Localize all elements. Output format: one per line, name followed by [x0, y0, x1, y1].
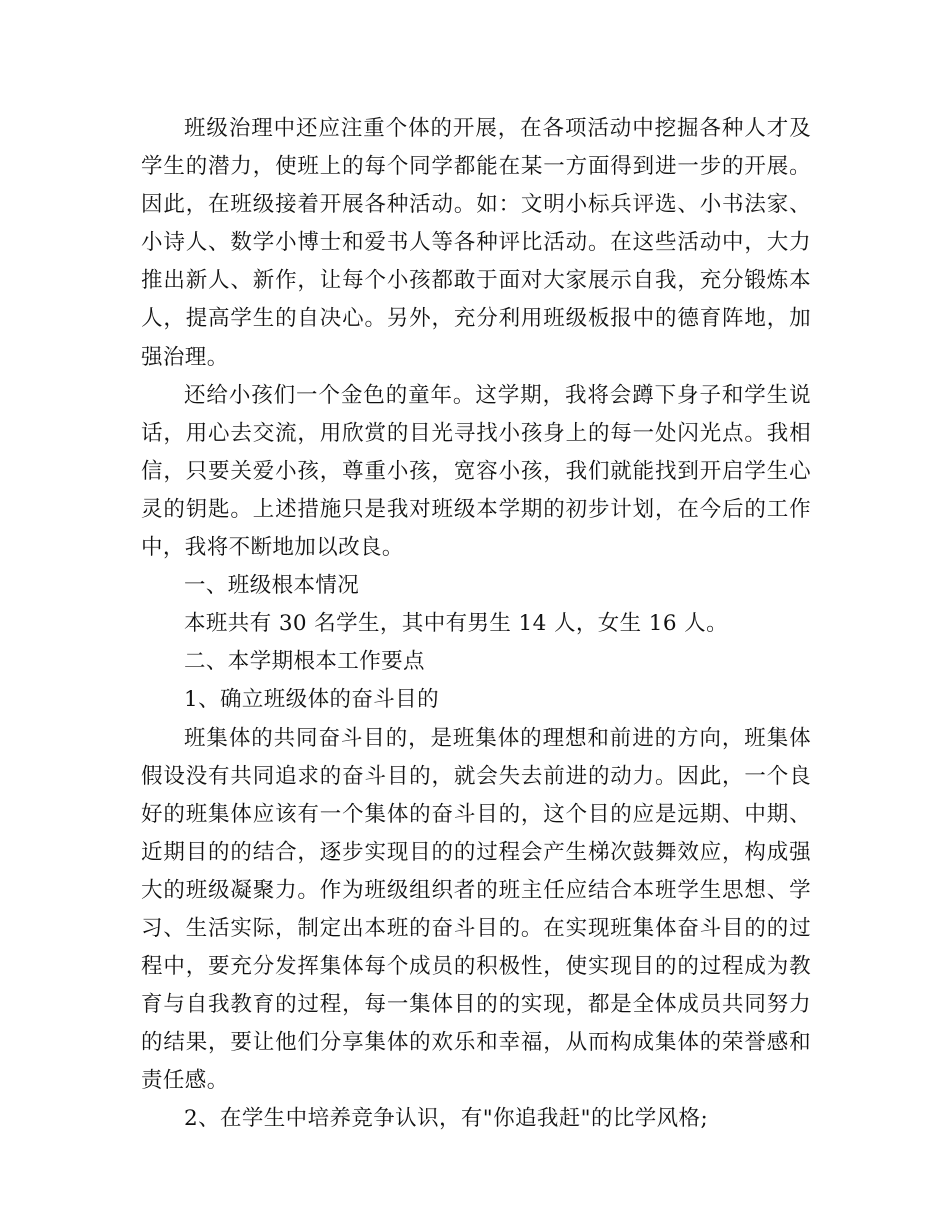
paragraph-individual-development: 班级治理中还应注重个体的开展，在各项活动中挖掘各种人才及学生的潜力，使班上的每个同学都能在某一方面得到进一步的开展。因此，在班级接着开展各种活动。如：文明小标兵评选、小书法家、小诗人、数学小博士和爱书人等各种评比活动。在这些活动中，大力推出新人、新作，让每个小孩都敢于面对大家展示自我，充分锻炼本人，提高学生的自决心。另外，充分利用班级板报中的德育阵地，加强治理。	[141, 116, 811, 370]
heading-competition-awareness: 2、在学生中培养竞争认识，有"你追我赶"的比学风格;	[184, 1106, 709, 1132]
paragraph-common-goals: 班集体的共同奋斗目的，是班集体的理想和前进的方向，班集体假设没有共同追求的奋斗目的，就会失去前进的动力。因此，一个良好的班集体应该有一个集体的奋斗目的，这个目的应是远期、中期、近期目的的结合，逐步实现目的的过程会产生梯次鼓舞效应，构成强大的班级凝聚力。作为班级组织者的班主任应结合本班学生思想、学习、生活实际，制定出本班的奋斗目的。在实现班集体奋斗目的的过程中，要充分发挥集体每个成员的积极性，使实现目的的过程成为教育与自我教育的过程，每一集体目的的实现，都是全体成员共同努力的结果，要让他们分享集体的欢乐和幸福，从而构成集体的荣誉感和责任感。	[141, 725, 811, 1094]
paragraph-class-size: 本班共有 30 名学生，其中有男生 14 人，女生 16 人。	[184, 611, 728, 637]
heading-semester-work-points: 二、本学期根本工作要点	[184, 649, 425, 675]
document-body	[141, 110, 811, 1139]
paragraph-golden-childhood: 还给小孩们一个金色的童年。这学期，我将会蹲下身子和学生说话，用心去交流，用欣赏的目光寻找小孩身上的每一处闪光点。我相信，只要关爱小孩，尊重小孩，宽容小孩，我们就能找到开启学生心灵的钥匙。上述措施只是我对班级本学期的初步计划，在今后的工作中，我将不断地加以改良。	[141, 382, 811, 561]
heading-class-basic-situation: 一、班级根本情况	[184, 573, 360, 599]
heading-establish-goals: 1、确立班级体的奋斗目的	[184, 687, 439, 713]
